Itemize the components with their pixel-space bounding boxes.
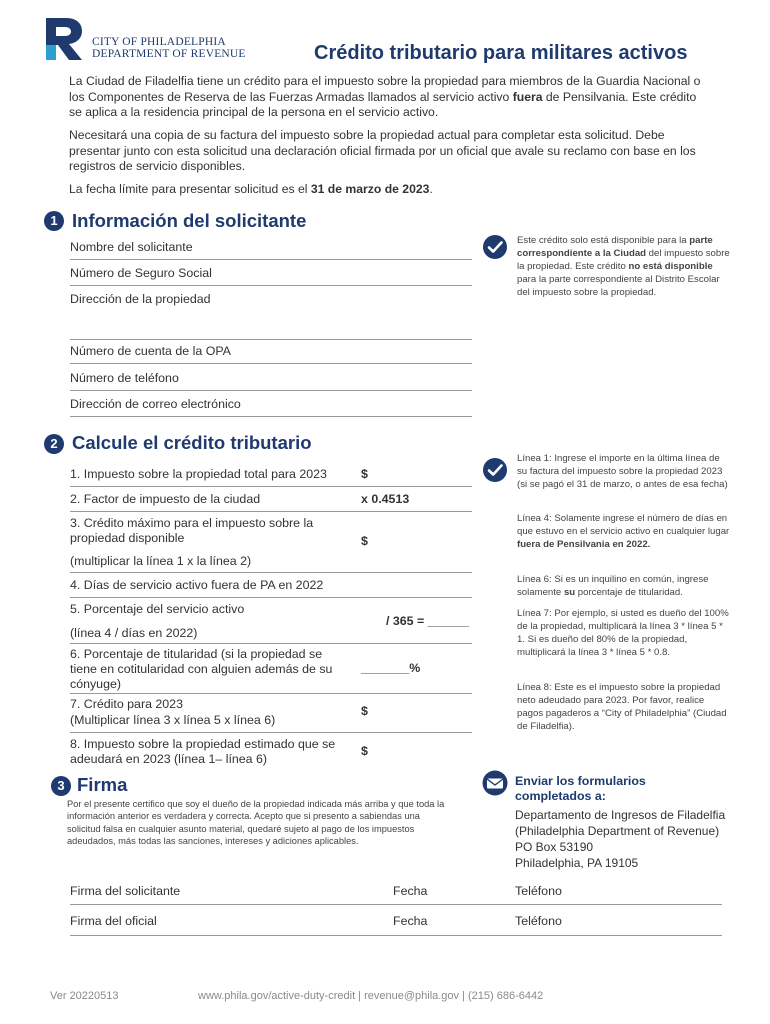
property-address-field[interactable]: Dirección de la propiedad <box>70 292 472 340</box>
line-7-rule <box>70 732 472 733</box>
line-5-label: 5. Porcentaje del servicio activo <box>70 602 245 616</box>
org-line1: CITY OF PHILADELPHIA <box>92 36 226 48</box>
deadline-text: La fecha límite para presentar solicitud es el 31 de marzo de 2023. <box>69 182 433 196</box>
officer-signature-line[interactable] <box>70 935 722 936</box>
check-badge-icon <box>482 457 508 483</box>
line-1-label: 1. Impuesto sobre la propiedad total para 2023 <box>70 467 327 481</box>
line-7-sub: (Multiplicar línea 3 x línea 5 x línea 6) <box>70 713 276 727</box>
applicant-date-label: Fecha <box>393 884 428 898</box>
officer-phone-label: Teléfono <box>515 914 562 928</box>
note-line-4: Línea 4: Solamente ingrese el número de días en que estuvo en el servicio activo en cualquier lugar fuera de Pensilvania en 2022. <box>517 513 730 550</box>
note-line-8: Línea 8: Este es el impuesto sobre la propiedad neto adeudado para 2023. Por favor, realice pagos pagaderos a “City of Philadelphia” (Ciudad de Filadelfia). <box>517 682 727 732</box>
line-3-rule <box>70 572 472 573</box>
note-line-7: Línea 7: Por ejemplo, si usted es dueño del 100% de la propiedad, multiplicará la línea 3 * línea 5 * 1. Si es dueño del 80% de la propiedad, multiplicará la línea 3 * línea 5 * 0.8. <box>517 608 729 658</box>
line-6-rule <box>70 693 472 694</box>
line-8-value[interactable]: $ <box>361 744 368 758</box>
applicant-phone-label: Teléfono <box>515 884 562 898</box>
phone-number-field[interactable]: Número de teléfono <box>70 371 472 391</box>
note-line-6: Línea 6: Si es un inquilino en común, ingrese solamente su porcentaje de titularidad. <box>517 574 709 598</box>
line-1-rule <box>70 486 472 487</box>
officer-date-label: Fecha <box>393 914 428 928</box>
section-1-title: Información del solicitante <box>72 210 307 231</box>
line-2-label: 2. Factor de impuesto de la ciudad <box>70 492 261 506</box>
line-3-sub: (multiplicar la línea 1 x la línea 2) <box>70 554 252 568</box>
ssn-field[interactable]: Número de Seguro Social <box>70 266 472 286</box>
mailing-address: Departamento de Ingresos de Filadelfia (Philadelphia Department of Revenue) PO Box 53190 Philadelphia, PA 19105 <box>515 808 726 870</box>
line-3-label: 3. Crédito máximo para el impuesto sobre la propiedad disponible <box>70 516 314 545</box>
intro-paragraph-1: La Ciudad de Filadelfia tiene un crédito para el impuesto sobre la propiedad para miembros de la Guardia Nacional o los Componentes de Reserva de las Fuerzas Armadas llamados al servicio activo fuera de Pensilvania. Este crédito se aplica a la residencia principal de la persona en el servicio activo. <box>69 74 701 119</box>
line-6-value[interactable]: _______% <box>361 661 421 675</box>
section-3-title: Firma <box>77 774 128 795</box>
line-6-label: 6. Porcentaje de titularidad (si la propiedad se tiene en cotitularidad con alguien además de su cónyuge) <box>70 647 333 691</box>
opa-account-field[interactable]: Número de cuenta de la OPA <box>70 344 472 364</box>
officer-signature-label: Firma del oficial <box>70 914 157 928</box>
intro-paragraph-2: Necesitará una copia de su factura del impuesto sobre la propiedad actual para completar esta solicitud. Debe presentar junto con esta solicitud una declaración oficial firmada por un oficial que avale su reclamo con base en los registros de servicio disponibles. <box>69 128 696 173</box>
line-2-rule <box>70 511 472 512</box>
line-5-rule <box>70 643 472 644</box>
version-text: Ver 20220513 <box>50 990 119 1002</box>
contact-footer: www.phila.gov/active-duty-credit | revenue@phila.gov | (215) 686-6442 <box>198 990 544 1002</box>
line-8-label: 8. Impuesto sobre la propiedad estimado que se adeudará en 2023 (línea 1– línea 6) <box>70 737 336 766</box>
email-field[interactable]: Dirección de correo electrónico <box>70 397 472 417</box>
applicant-signature-label: Firma del solicitante <box>70 884 181 898</box>
section-2-number: 2 <box>44 434 64 454</box>
org-line2: DEPARTMENT OF REVENUE <box>92 48 246 60</box>
section-2-title: Calcule el crédito tributario <box>72 432 312 453</box>
line-7-label: 7. Crédito para 2023 <box>70 697 183 711</box>
line-5-sub: (línea 4 / días en 2022) <box>70 626 198 640</box>
applicant-name-field[interactable]: Nombre del solicitante <box>70 240 472 260</box>
section-1-note: Este crédito solo está disponible para la parte correspondiente a la Ciudad del impuesto sobre la propiedad. Este crédito no está disponible para la parte correspondiente al Distrito Escolar del impuesto sobre la propiedad. <box>517 235 730 298</box>
line-7-value[interactable]: $ <box>361 704 368 718</box>
line-1-value[interactable]: $ <box>361 467 368 481</box>
line-4-rule[interactable] <box>70 597 472 598</box>
org-name <box>92 36 246 60</box>
note-line-1: Línea 1: Ingrese el importe en la última línea de su factura del impuesto sobre la propiedad 2023 (si se pagó el 31 de marzo, o antes de esa fecha) <box>517 453 728 490</box>
mail-icon <box>481 770 509 796</box>
certification-text: Por el presente certifico que soy el dueño de la propiedad indicada más arriba y que toda la información anterior es verdadera y correcta. Acepto que si presento a sabiendas una solicitud falsa en cualquier asunto material, quedaré sujeto al pago de los impuestos adeudados, más todas las sanciones, intereses y adiciones aplicables. <box>67 799 445 847</box>
line-3-value[interactable]: $ <box>361 534 368 548</box>
send-title: Enviar los formularios completados a: <box>515 774 646 803</box>
check-badge-icon <box>482 234 508 260</box>
line-4-label: 4. Días de servicio activo fuera de PA en 2022 <box>70 578 324 592</box>
section-1-number: 1 <box>44 211 64 231</box>
page-title: Crédito tributario para militares activos <box>314 42 688 64</box>
applicant-signature-line[interactable] <box>70 904 722 905</box>
line-2-value: x 0.4513 <box>361 492 410 506</box>
city-logo-icon <box>44 18 84 60</box>
line-5-value[interactable]: / 365 = ______ <box>386 614 470 628</box>
section-3-number: 3 <box>51 776 71 796</box>
